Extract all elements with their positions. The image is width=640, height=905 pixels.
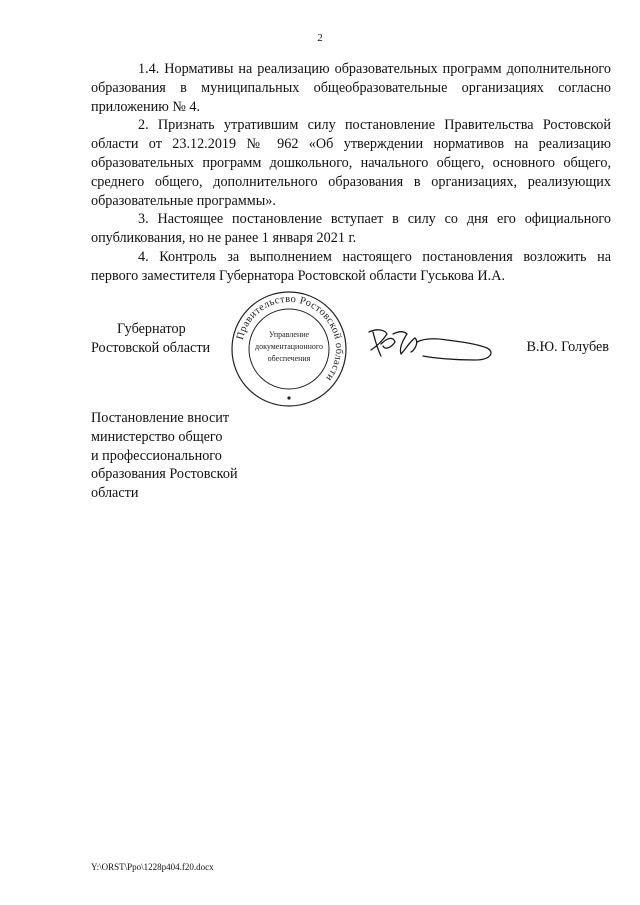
paragraph-2: 2. Признать утратившим силу постановление Правительства Ростовской области от 23.12.2019 № 962 «Об утверждении нормативов на реализацию образовательных программ дошкольного, начального общего, основного общего, среднего общего, дополнительного образования в организациях, реализующих образовательные программы». <box>91 117 611 209</box>
paragraph-3: 3. Настоящее постановление вступает в силу со дня его официального опубликования, но не ранее 1 января 2021 г. <box>91 211 611 247</box>
submitted-by-line5: области <box>91 485 139 502</box>
submitted-by-line2: министерство общего <box>91 428 223 445</box>
seal-outer-text: Правительство Ростовской области <box>234 293 345 384</box>
submitted-by-line1: Постановление вносит <box>91 410 230 426</box>
submitted-by-line4: образования Ростовской <box>91 466 238 483</box>
signer-title <box>91 320 210 358</box>
document-body <box>91 60 611 286</box>
official-seal <box>229 289 349 409</box>
signer-title-line2: Ростовской области <box>91 339 211 356</box>
paragraph-4: 4. Контроль за выполнением настоящего постановления возложить на первого заместителя Губернатора Ростовской области Гуськова И.А. <box>91 248 611 284</box>
submitted-by-note <box>91 409 291 503</box>
seal-inner-line3: обеспечения <box>267 354 311 363</box>
file-path: Y:\ORST\Ppo\1228p404.f20.docx <box>91 862 214 872</box>
seal-inner-line1: Управление <box>268 330 310 339</box>
signature-block <box>91 293 611 420</box>
signer-title-line1: Губернатор <box>117 321 186 337</box>
seal-inner-line2: документационного <box>255 342 323 351</box>
seal-star-icon <box>287 396 290 399</box>
paragraph-1-4: 1.4. Нормативы на реализацию образовательных программ дополнительного образования в муниципальных общеобразовательные организациях согласно приложению № 4. <box>91 61 611 115</box>
page-number: 2 <box>317 32 323 44</box>
signer-name: В.Ю. Голубев <box>526 339 609 355</box>
submitted-by-line3: и профессионального <box>91 447 222 464</box>
handwritten-signature <box>363 324 503 364</box>
